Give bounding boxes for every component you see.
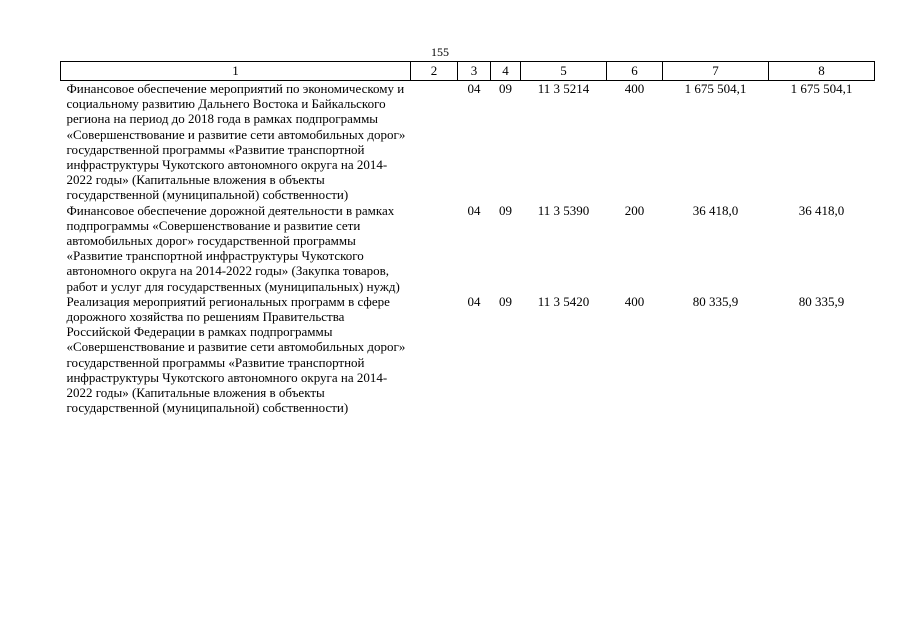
row-name: Реализация мероприятий региональных программ в сфере дорожного хозяйства по решениям Правительства Российской Федерации в рамках подпрограммы «Совершенствование и развитие сети автомобильных дорог» государственной программы «Развитие транспортной инфраструктуры Чукотского автономного округа на 2014-2022 годы» (Капитальные вложения в объекты государственной (муниципальной) собственности) bbox=[66, 293, 406, 416]
row-col-5: 11 3 5420 bbox=[537, 293, 590, 309]
row-col-5: 11 3 5390 bbox=[537, 202, 590, 218]
row-col-6: 400 bbox=[624, 81, 645, 96]
row-col-7: 1 675 504,1 bbox=[684, 81, 747, 96]
header-col-6: 6 bbox=[607, 62, 663, 81]
row-col-7: 36 418,0 bbox=[692, 202, 739, 218]
row-col-4: 09 bbox=[499, 293, 512, 309]
header-col-3: 3 bbox=[458, 62, 491, 81]
row-col-2 bbox=[411, 81, 458, 203]
table-row bbox=[61, 81, 875, 203]
header-col-1: 1 bbox=[61, 62, 411, 81]
header-col-2: 2 bbox=[411, 62, 458, 81]
budget-table bbox=[60, 61, 875, 415]
header-col-8: 8 bbox=[769, 62, 875, 81]
table-row bbox=[61, 294, 875, 416]
row-col-5: 11 3 5214 bbox=[537, 81, 590, 96]
page-number: 155 bbox=[431, 45, 449, 59]
header-col-7: 7 bbox=[663, 62, 769, 81]
header-col-4: 4 bbox=[491, 62, 521, 81]
header-col-5: 5 bbox=[521, 62, 607, 81]
table-body bbox=[61, 81, 875, 416]
row-col-6: 200 bbox=[624, 202, 645, 218]
row-col-6: 400 bbox=[624, 293, 645, 309]
row-col-8: 1 675 504,1 bbox=[790, 81, 853, 96]
row-col-3: 04 bbox=[467, 293, 481, 309]
row-name: Финансовое обеспечение мероприятий по экономическому и социальному развитию Дальнего Востока и Байкальского региона на период до 2018 года в рамках подпрограммы «Совершенствование и развитие сети автомобильных дорог» государственной программы «Развитие транспортной инфраструктуры Чукотского автономного округа на 2014-2022 годы» (Капитальные вложения в объекты государственной (муниципальной) собственности) bbox=[66, 81, 406, 203]
row-col-7: 80 335,9 bbox=[692, 293, 739, 309]
table-row bbox=[61, 203, 875, 294]
row-col-8: 36 418,0 bbox=[798, 202, 845, 218]
row-col-4: 09 bbox=[499, 202, 512, 218]
row-col-2 bbox=[411, 294, 458, 416]
table-header bbox=[61, 62, 875, 81]
row-col-2 bbox=[411, 203, 458, 294]
row-col-4: 09 bbox=[499, 81, 512, 96]
row-col-3: 04 bbox=[467, 202, 481, 218]
row-name: Финансовое обеспечение дорожной деятельности в рамках подпрограммы «Совершенствование и развитие сети автомобильных дорог» государственной программы «Развитие транспортной инфраструктуры Чукотского автономного округа на 2014-2022 годы» (Закупка товаров, работ и услуг для государственных (муниципальных) нужд) bbox=[66, 202, 400, 294]
row-col-3: 04 bbox=[467, 81, 481, 96]
header-row bbox=[61, 62, 875, 81]
row-col-8: 80 335,9 bbox=[798, 293, 845, 309]
